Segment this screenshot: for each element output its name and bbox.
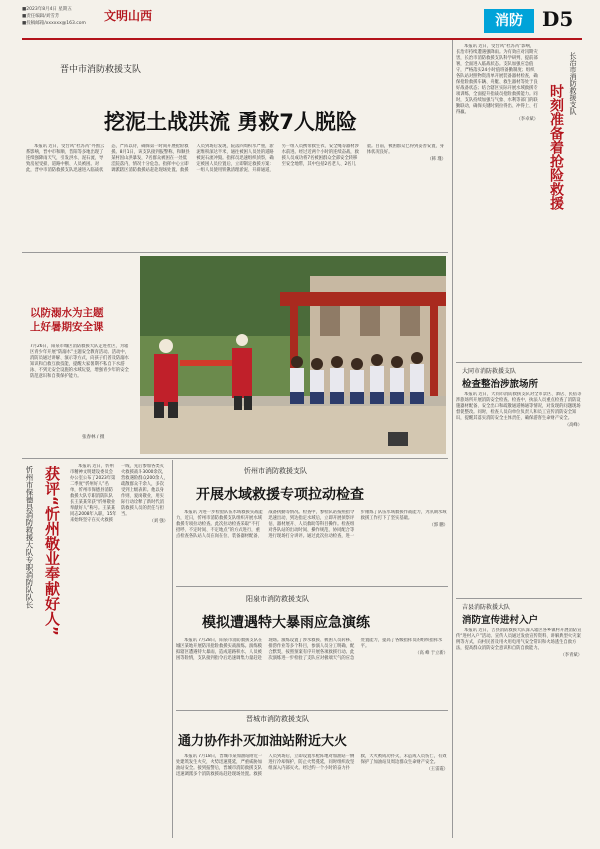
right-top-body: 本报讯 近日，受台风“杜苏芮”影响，长治市持续遭遇强降雨。为有效应对汛期灾害，长治市消防救援支队科学研判、提前部署，全面进入临战状态。支队加强应急值守，严格落实24小时值班备勤制度；组织各队站对照物资清单开展装备器材检查，确保抢险救援车辆、舟艇、救生器材等处于良好战备状态；结合辖区实际开展水域救援专项训练，全面提升指战员抢险救援能力。同时，支队持续加强与气象、水利等部门的联勤联动，确保关键时刻拉得出、冲得上、打得赢。 （李卓斌） <box>456 44 538 122</box>
masthead-date: ■2023年8月4日 星期五 <box>22 7 72 12</box>
right-mid-kicker: 大同市消防救援支队 <box>462 368 517 375</box>
drill-title: 开展水域救援专项拉动检查 <box>196 487 364 503</box>
page-number: D5 <box>542 7 574 31</box>
right-top-title: 时刻准备着抢险救援 <box>548 84 564 210</box>
award-body: 本报讯 近日，忻州市精神文明建设委员会办公室公布了2023年第二季度“忻州好人”名单，忻州市保德县消防救援大队专职消防队队长王某某荣获“忻州敬业奉献好人”称号。王某某同志2008年入职，15年来始终坚守在灭火救援一线，先后参加各类灭火救援战斗3000余次，营救遇险群众200余人，疏散群众千余人，多次受到上级表彰。他以身作则、爱岗敬业，用实际行动诠释了新时代消防救援人员的责任与担当。 （刘 强） <box>70 464 168 524</box>
award-kicker: 忻州市保德县消防救援大队专职消防队队长 <box>25 466 34 609</box>
flood-kicker: 阳泉市消防救援支队 <box>246 595 309 603</box>
right-bottom-title: 消防宣传进村入户 <box>462 615 539 626</box>
masthead-rule <box>22 38 582 40</box>
photo-firefighters-kids <box>140 256 446 454</box>
lead-article <box>22 48 448 248</box>
right-top-kicker: 长治市消防救援支队 <box>569 52 577 115</box>
lead-kicker: 晋中市消防救援支队 <box>60 65 142 75</box>
section-badge <box>484 9 534 33</box>
right-bottom-body: 本报讯 近日，吉县消防救援大队深入辖区各乡镇村开展消防宣传“进村入户”活动。宣传人员通过发放宣传资料、讲解典型火灾案例等方式，向村民普及用火用电用气安全常识和火场逃生自救方法，提高群众消防安全意识和自防自救能力。 （李青斌） <box>456 628 582 658</box>
masthead <box>22 6 582 36</box>
flood-article <box>176 588 448 708</box>
fire-title: 通力协作扑灭加油站附近大火 <box>178 734 348 749</box>
flood-title: 模拟遭遇特大暴雨应急演练 <box>202 615 370 631</box>
lead-body: 本报讯 近日，受台风“杜苏芮”外围云系影响，晋中市和顺、昔阳等多地出现了连续强降雨天气，引发洪水、泥石流，导致房屋受损、道路中断、人员被困。对此，晋中市消防救援支队迅速进入临战状态，严阵以待，确保第一时间开展抢险救援。8月1日，该支队接到报警称，和顺县某村因山洪暴发，7名群众被困在一处低洼院落内，情况十分危急。指挥中心立即调派辖区消防救援站赶赴现场处置。救援人员到场后发现，院落四周积水严重，淤泥堆积深达半米，通往被困人员处的道路被泥石流冲毁。指挥员迅速组织侦察，确定被困人员位置后，立即制定救援方案：一组人员使用铁锹清理淤泥、开辟通道，另一组人员携带救生衣、安全绳等器材涉水前进。经过近两个小时的连续奋战，救援人员成功将7名被困群众全部安全转移至安全地带，其中包括2名老人、2名儿童。目前，被困群众已得到妥善安置，身体状况良好。 （韩 瑾） <box>26 144 446 173</box>
masthead-logo: 文明山西 <box>104 9 153 23</box>
right-bottom-kicker: 吉县消防救援大队 <box>462 604 511 611</box>
flood-body: 本报讯 7月28日，阳泉市消防救援支队在城区某地开展防汛抢险救援实战演练。演练模拟辖区遭遇特大暴雨，造成道路积水、人员被困等险情，支队接到指令后迅速调集力量赶赴现场。演练设置了涉水救援、被困人员转移、排涝作业等多个科目，参演人员分工明确、配合默契，按照预案有序开展各项救援行动。此次演练进一步检验了支队应对极端天气的应急处置能力，提高了各级指挥员的组织指挥水平。 （高 峰 于立新） <box>176 638 448 661</box>
right-mid-body: 本报讯 近日，大同市消防救援支队对全市景区、酒店、民宿等涉旅场所开展消防安全检查。检查中，执法人员重点检查了消防设施器材配备、安全出口和疏散通道畅通等情况，对发现的问题现场督促整改。同时，检查人员向单位负责人和员工宣传消防安全知识，提醒其落实消防安全主体责任，确保游客生命财产安全。 （高峰） <box>456 392 582 428</box>
right-top-article <box>456 44 582 360</box>
drill-kicker: 忻州市消防救援支队 <box>244 467 307 475</box>
award-title: 获评“忻州敬业奉献好人” <box>43 466 61 636</box>
right-mid-title: 检查整治涉旅场所 <box>462 379 539 390</box>
drill-body: 本报讯 为进一步检验队伍水域救援实战能力，近日，忻州市消防救援支队组织开展水域救援专项拉动检查。此次拉动检查采取“不打招呼、不定时间、不定地点”的方式进行，重点检查各队站人员在岗在位、装备器材配备、战备执勤等情况。检查中，参检队站按照指令迅速出动，到达指定水域后，立即开展侦察评估、器材展开、人员救助等科目操作。检查组对各队站的出动时间、操作规范、协同配合等进行现场打分讲评。通过此次拉动检查，进一步锤炼了队伍水域救援作战能力，为汛期水域救援工作打下了坚实基础。 （郭 鹏） <box>176 510 448 539</box>
drill-article <box>176 460 448 584</box>
section-label: 消防 <box>495 13 523 29</box>
masthead-editor: ■责任编辑/刘雪芳 <box>22 14 60 19</box>
fire-article <box>176 712 448 838</box>
right-bottom-article <box>456 600 582 838</box>
award-article <box>22 460 170 836</box>
masthead-email: ■投稿邮箱/xxxxxx@163.com <box>22 21 86 26</box>
photo-caption-body: 7月26日，阳泉市城区消防救援大队走进社区，为辖区青少年开展“防溺水”主题安全教育活动。活动中，消防员通过讲解、演示等方式，向孩子们普及防溺水知识和自救互救技能，提醒大家暑期不私自下水游泳、不到无安全设施的水域玩耍，增强青少年的安全防范意识和自我保护能力。 <box>30 344 129 379</box>
right-mid-article <box>456 364 582 596</box>
photo-byline: 张春林 / 摄 <box>82 435 105 440</box>
photo-caption-title: 以防溺水为主题 上好暑期安全课 <box>30 307 104 333</box>
photo-caption <box>22 306 134 446</box>
lead-title: 挖泥土战洪流 勇救7人脱险 <box>104 110 357 134</box>
fire-body: 本报讯 7月18日，晋城市某加油站附近一处建筑发生火灾，火势迅速蔓延，严重威胁加油站安全。接到报警后，晋城市消防救援支队迅速调派多个消防救援站赶赴现场处置。救援人员到场后，立即设置水枪阵地对加油站一侧进行冷却保护，防止火势蔓延，同时组织攻坚组深入内部灭火。经过约一个小时的奋力扑救，大火被成功扑灭，未造成人员伤亡，有效保护了加油站及周边群众生命财产安全。 （王雷霞） <box>176 754 448 777</box>
fire-kicker: 晋城市消防救援支队 <box>246 715 309 723</box>
